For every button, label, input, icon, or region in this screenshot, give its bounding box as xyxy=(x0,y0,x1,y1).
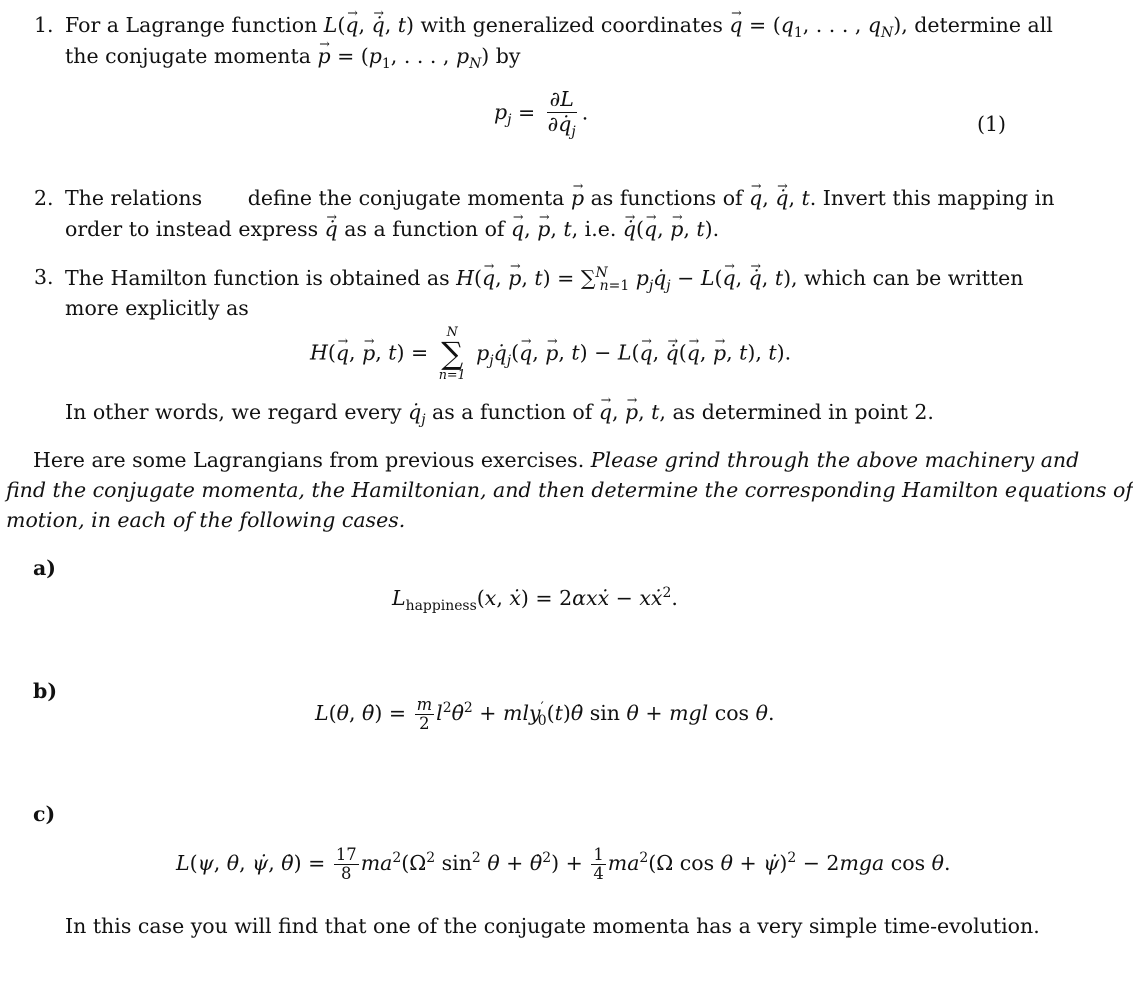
equation-number: (1) xyxy=(977,112,1007,136)
case-c-equation: L(ψ, θ, ψ̇, θ̇) = $\frac{17}{8}$ $ma^2(\Omega^2$ $\sin^2 \theta$ + θ̇$^2$) + $\frac{1}{4}$ $ma^2(\Omega$ cos θ + ψ̇)$^2$ − 2mga cos θ. xyxy=(176,845,951,884)
case-b-equation: L(θ, θ̇) = $\frac{m}{2}$ $l^2\thetȧ^2$ + mly′$_0$(t)θ̇ sin θ + mgl cos θ. xyxy=(315,695,775,734)
case-c-note: In this case you will find that one of the conjugate momenta has a very simple time-evolution. xyxy=(65,914,1040,938)
case-b-label: b) xyxy=(33,679,58,703)
case-a-equation: $L_{happiness}(x$, ẋ) = 2αxẋ − xẋ$^2$. xyxy=(392,585,678,614)
intro-line-2: find the conjugate momenta, the Hamiltonian, and then determine the corresponding Hamilton equations of xyxy=(6,478,1133,502)
item-3-line-2: more explicitly as xyxy=(65,296,249,320)
case-c-label: c) xyxy=(33,802,56,826)
item-1-line-1: For a Lagrange function L(→ q, → q̇, t) with generalized coordinates → $q = (q_1$, . . . , $q_N$), determine all xyxy=(65,13,1053,41)
item-2-line-1: The relations define the conjugate momenta → p as functions of → q, → q̇, t. Invert this mapping in xyxy=(65,186,1054,210)
intro-line-3: motion, in each of the following cases. xyxy=(6,508,406,532)
item-1-number: 1. xyxy=(34,13,54,37)
item-2-number: 2. xyxy=(34,186,54,210)
case-a-label: a) xyxy=(33,556,56,580)
equation-1: $p_j$ = $\frac{\partial L}{\partial q̇_j}$ . xyxy=(494,87,589,140)
item-2-line-2: order to instead express → q̇ as a function of → q, → p, t, i.e. → q̇(→ q, → p, t). xyxy=(65,217,719,241)
item-1-line-2: the conjugate momenta → $p = (p_1$, . . . , $p_N$) by xyxy=(65,44,521,72)
item-3-line-1: The Hamilton function is obtained as H(→ q, → p, t) = ∑$^N_{n=1}$ $p_jq̇_j - L(\to q$, → q̇, t), which can be written xyxy=(65,265,1024,294)
item-3-after: In other words, we regard every $q̇_j$ as a function of → q, → p, t, as determined in point 2. xyxy=(65,400,934,428)
item-3-number: 3. xyxy=(34,265,54,289)
intro-line-1: Here are some Lagrangians from previous exercises. Please grind through the above machinery and xyxy=(33,448,1080,472)
hamiltonian-equation: H(→ q, → p, t) = N ∑ n=1 $p_jq̇_j(\to q$, → p, t) − L(→ q, → q̇(→ q, → p, t), t). xyxy=(310,326,791,382)
